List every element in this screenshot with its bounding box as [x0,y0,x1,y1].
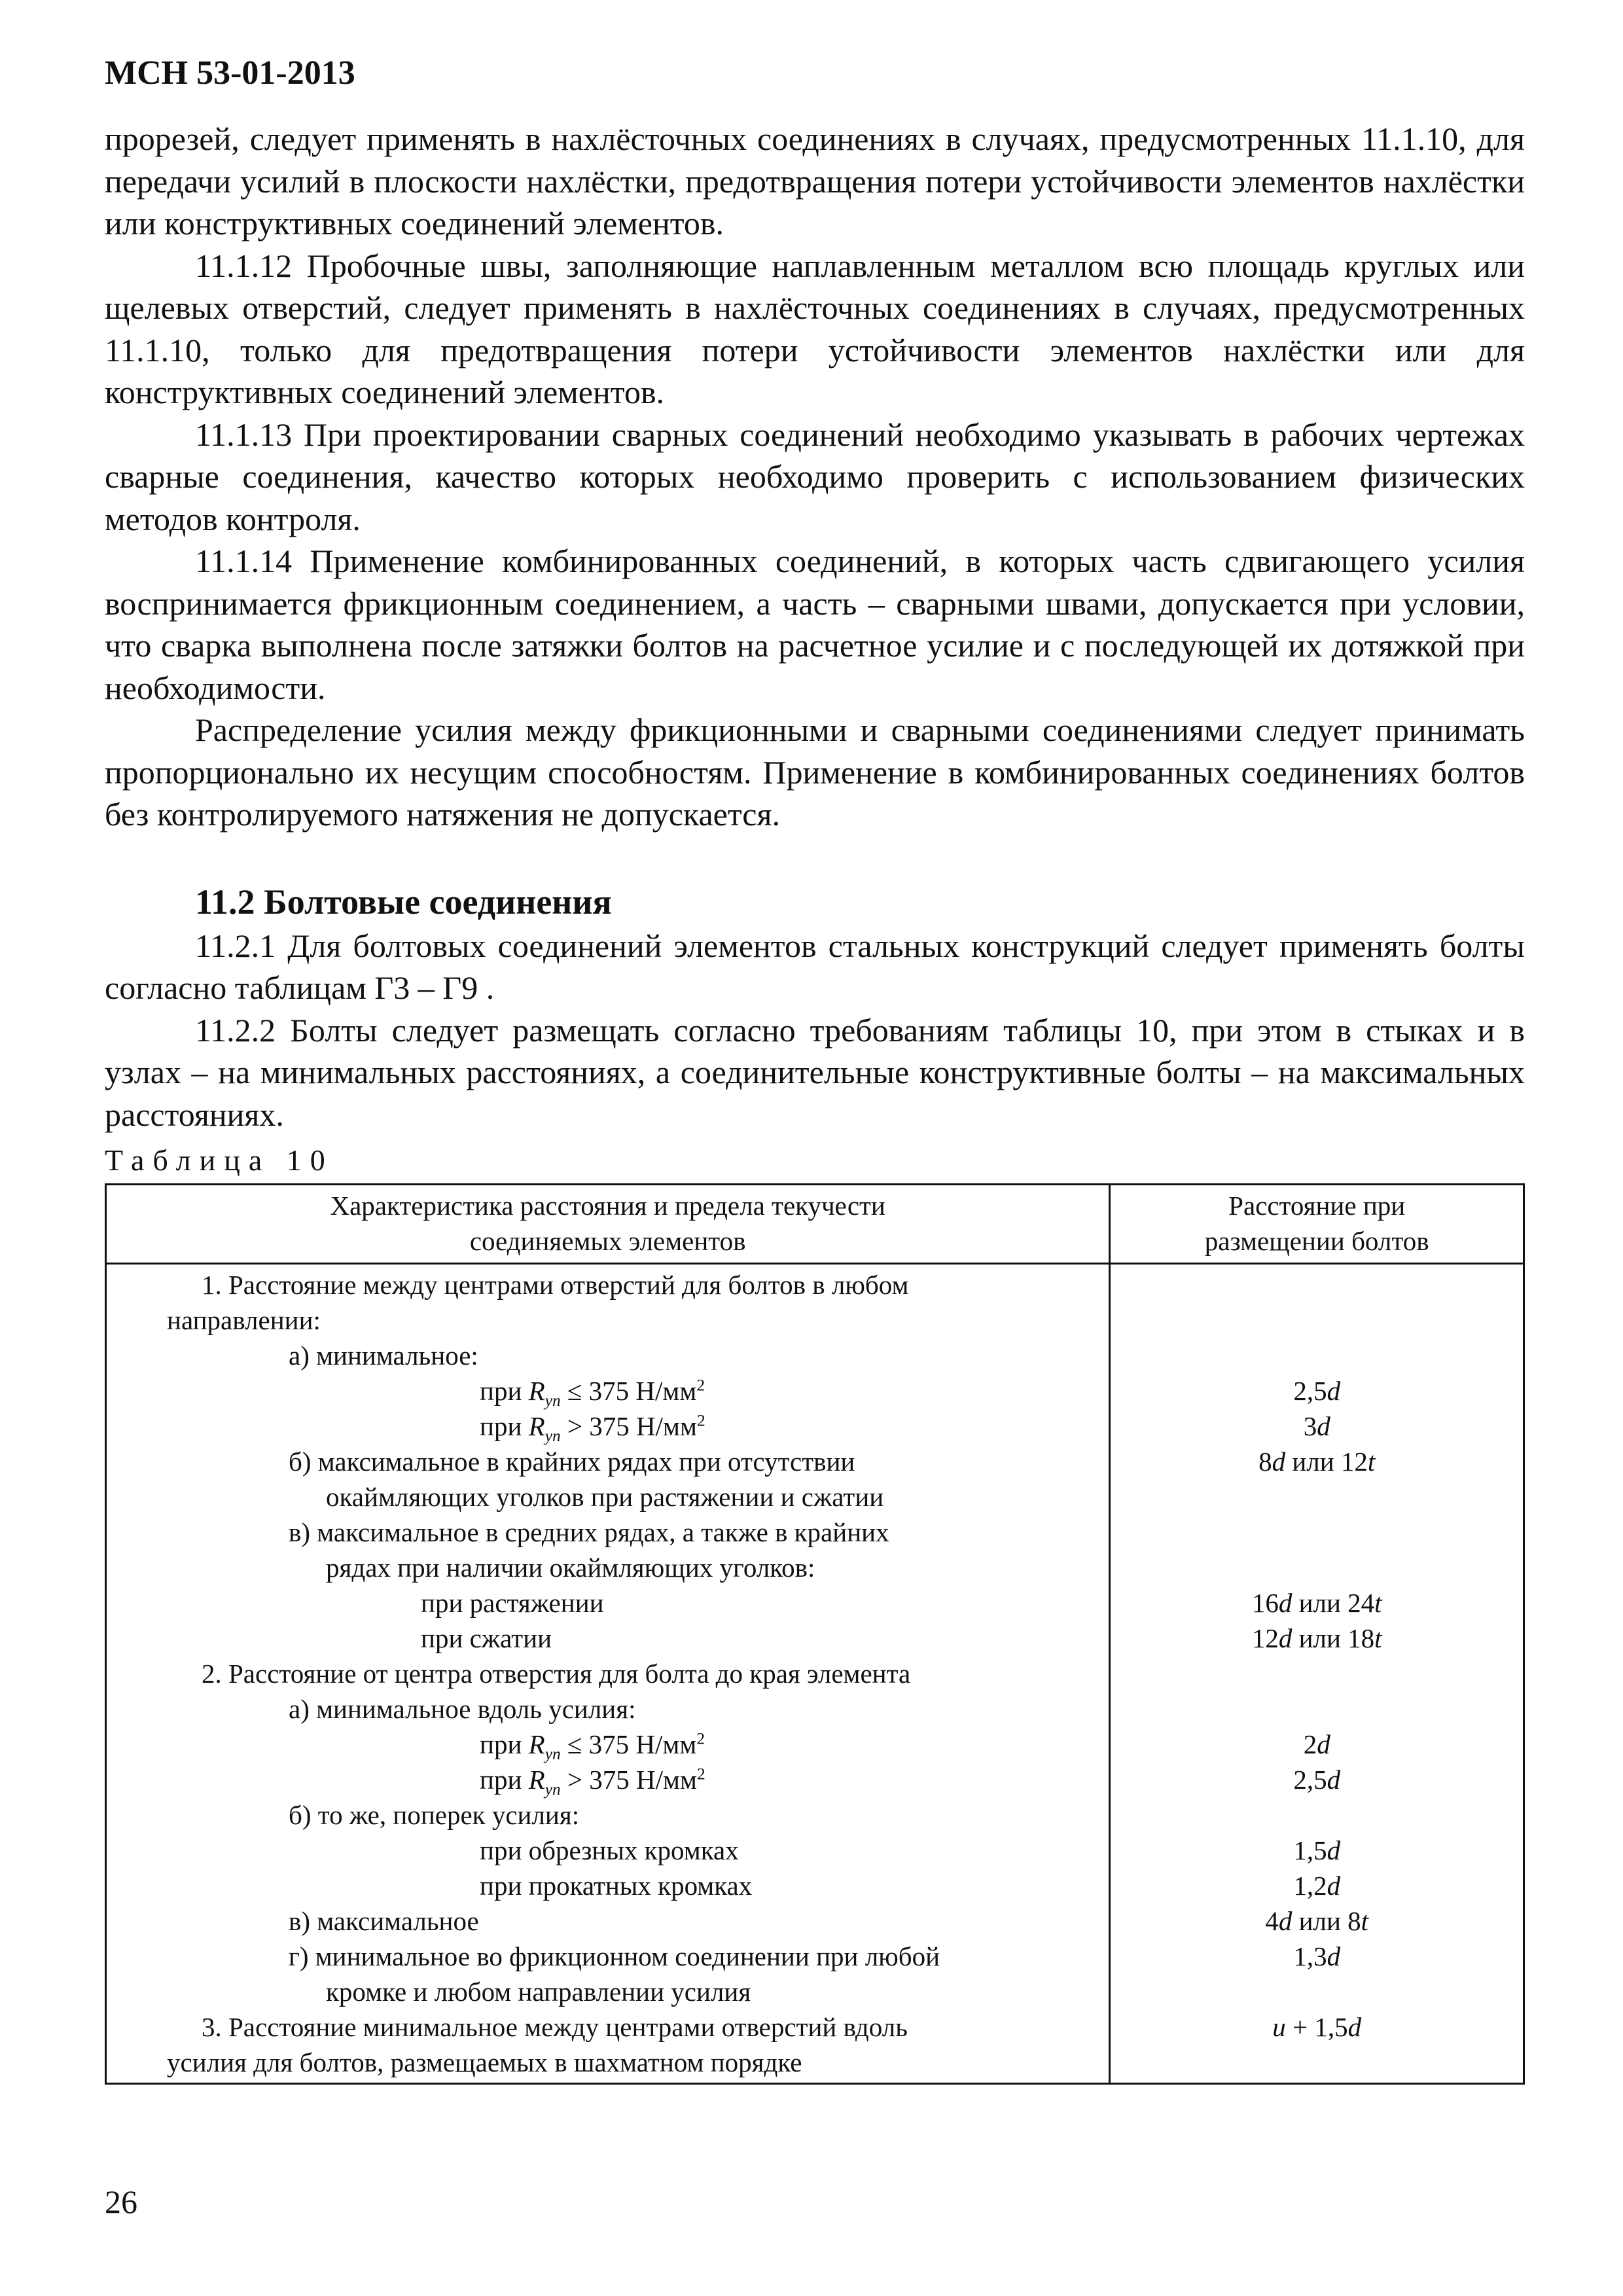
paragraph-11-2-1: 11.2.1 Для болтовых соединений элементов стальных конструкций следует применять болты согласно таблицам Г3 – Г9 . [105,927,1525,1006]
text-fragment: d [1278,1623,1293,1653]
text-fragment: при обрезных кромках [480,1835,739,1865]
text-fragment: при растяжении [421,1588,604,1618]
text-fragment: d [1327,1376,1341,1406]
superscript: 2 [696,1729,705,1748]
distance-value [1117,1267,1516,1302]
body-text [105,118,1525,1136]
text-fragment: при [480,1411,529,1441]
characteristic-line [113,1974,1102,2009]
text-fragment: направлении: [167,1305,321,1335]
table-row [106,1264,1524,2084]
characteristic-line [113,1621,1102,1656]
text-fragment: d [1272,1446,1286,1477]
text-fragment: t [1374,1623,1382,1653]
text-fragment: ≤ 375 Н/мм [560,1729,697,1759]
characteristic-line [113,2009,1102,2045]
paragraph-force-distribution: Распределение усилия между фрикционными и сварными соединениями следует принимать пропорционально их несущим способностям. Применение в комбинированных соединениях болтов без контролируемого натяжения не допускается. [105,711,1525,833]
text-fragment: 3. Расстояние минимальное между центрами отверстий вдоль [202,2012,908,2042]
text-fragment: 8 [1258,1446,1272,1477]
text-fragment: R [528,1376,545,1406]
characteristic-line [113,1408,1102,1444]
characteristic-cell [106,1264,1110,2084]
distance-value [1117,1373,1516,1408]
distance-value [1117,1515,1516,1550]
characteristic-line [113,1868,1102,1903]
superscript: 2 [696,1411,705,1430]
text-fragment: 1,3 [1293,1941,1327,1971]
page-number: 26 [105,2183,137,2220]
text-fragment: d [1327,1765,1341,1795]
paragraph-11-2-2: 11.2.2 Болты следует размещать согласно требованиям таблицы 10, при этом в стыках и в узлах – на минимальных расстояниях, а соединительные конструктивные болты – на максимальных расстояниях. [105,1011,1525,1133]
distance-value [1117,1656,1516,1691]
text-fragment: d [1278,1588,1293,1618]
text-fragment: d [1278,1906,1293,1936]
header-distance [1110,1185,1524,1264]
text-fragment: 1,5 [1293,1835,1327,1865]
characteristic-line [113,1903,1102,1939]
characteristic-line [113,1267,1102,1302]
text-fragment: d [1327,1941,1341,1971]
text-fragment: 3 [1303,1411,1317,1441]
table-header-row [106,1185,1524,1264]
distance-cell [1110,1264,1524,2084]
text-fragment: > 375 Н/мм [560,1765,697,1795]
distance-value [1117,1550,1516,1585]
characteristic-line [113,1656,1102,1691]
section-title: 11.2 Болтовые соединения [195,882,612,922]
text-fragment: или 12 [1285,1446,1368,1477]
text-fragment: при [480,1729,529,1759]
distance-value [1117,1762,1516,1797]
paragraph-11-1-14: 11.1.14 Применение комбинированных соединений, в которых часть сдвигающего усилия воспринимается фрикционным соединением, а часть – сварными швами, допускается при условии, что сварка выполнена после затяжки болтов на расчетное усилие и с последующей их дотяжкой при необходимости. [105,543,1525,706]
characteristic-line [113,1479,1102,1515]
subscript: yn [544,1391,561,1410]
superscript: 2 [696,1765,705,1784]
paragraph-11-1-13: 11.1.13 При проектировании сварных соединений необходимо указывать в рабочих чертежах сварные соединения, качество которых необходимо проверить с использованием физических методов контроля. [105,416,1525,537]
characteristic-line [113,1691,1102,1727]
text-fragment: u [1272,2012,1286,2042]
distance-value [1117,1444,1516,1479]
text-fragment: окаймляющих уголков при растяжении и сжатии [326,1482,884,1512]
characteristic-line [113,1585,1102,1621]
distance-value [1117,1302,1516,1338]
text-fragment: d [1347,2012,1362,2042]
text-fragment: 2,5 [1293,1765,1327,1795]
bolt-spacing-table [105,1183,1525,2085]
text-fragment: в) максимальное в средних рядах, а также в крайних [289,1517,889,1547]
distance-value [1117,1479,1516,1515]
distance-value [1117,1974,1516,2009]
text-fragment: t [1374,1588,1382,1618]
document-code: МСН 53-01-2013 [105,54,355,92]
text-fragment: а) минимальное: [289,1340,478,1371]
characteristic-line [113,1727,1102,1762]
text-fragment: > 375 Н/мм [560,1411,697,1441]
distance-value [1117,2045,1516,2080]
characteristic-line [113,1833,1102,1868]
characteristic-line [113,1373,1102,1408]
text-fragment: 2 [1303,1729,1317,1759]
distance-value [1117,1408,1516,1444]
paragraph-continuation: прорезей, следует применять в нахлёсточных соединениях в случаях, предусмотренных 11.1.10, для передачи усилий в плоскости нахлёстки, предотвращения потери устойчивости элементов нахлёстки или конструктивных соединений элементов. [105,120,1525,242]
text-fragment: 2. Расстояние от центра отверстия для болта до края элемента [202,1659,911,1689]
text-fragment: t [1361,1906,1369,1936]
text-fragment: t [1367,1446,1376,1477]
header-line: Характеристика расстояния и предела текучести [330,1191,885,1221]
characteristic-line [113,1797,1102,1833]
subscript: yn [544,1427,561,1446]
text-fragment: б) то же, поперек усилия: [289,1800,580,1830]
text-fragment: 16 [1251,1588,1279,1618]
text-fragment: 12 [1251,1623,1279,1653]
text-fragment: 1. Расстояние между центрами отверстий для болтов в любом [202,1270,909,1300]
distance-value [1117,1868,1516,1903]
distance-value [1117,1621,1516,1656]
distance-value [1117,1727,1516,1762]
text-fragment: d [1327,1835,1341,1865]
text-fragment: 4 [1265,1906,1279,1936]
text-fragment: б) максимальное в крайних рядах при отсутствии [289,1446,855,1477]
text-fragment: 1,2 [1293,1871,1327,1901]
subscript: yn [544,1745,561,1764]
characteristic-line [113,1338,1102,1373]
header-line: Расстояние при [1228,1191,1406,1221]
text-fragment: R [528,1729,545,1759]
superscript: 2 [696,1376,705,1395]
text-fragment: или 8 [1292,1906,1361,1936]
text-fragment: а) минимальное вдоль усилия: [289,1694,636,1724]
characteristic-line [113,2045,1102,2080]
distance-value [1117,1338,1516,1373]
characteristic-line [113,1444,1102,1479]
text-fragment: в) максимальное [289,1906,479,1936]
header-line: размещении болтов [1204,1226,1429,1256]
distance-value [1117,1585,1516,1621]
distance-value [1117,1691,1516,1727]
text-fragment: ≤ 375 Н/мм [560,1376,697,1406]
text-fragment: R [528,1411,545,1441]
distance-value [1117,1903,1516,1939]
characteristic-line [113,1515,1102,1550]
text-fragment: или 18 [1292,1623,1375,1653]
characteristic-line [113,1302,1102,1338]
header-line: соединяемых элементов [469,1226,746,1256]
characteristic-line [113,1762,1102,1797]
text-fragment: при [480,1376,529,1406]
table-label: Таблица 10 [105,1143,334,1177]
text-fragment: 2,5 [1293,1376,1327,1406]
text-fragment: R [528,1765,545,1795]
distance-value [1117,2009,1516,2045]
text-fragment: усилия для болтов, размещаемых в шахматном порядке [167,2047,802,2077]
text-fragment: d [1327,1871,1341,1901]
text-fragment: при прокатных кромках [480,1871,753,1901]
text-fragment: рядах при наличии окаймляющих уголков: [326,1552,815,1583]
distance-value [1117,1939,1516,1974]
text-fragment: или 24 [1292,1588,1375,1618]
header-characteristic [106,1185,1110,1264]
distance-value [1117,1797,1516,1833]
characteristic-line [113,1939,1102,1974]
text-fragment: d [1317,1729,1330,1759]
text-fragment: кромке и любом направлении усилия [326,1977,751,2007]
text-fragment: d [1317,1411,1330,1441]
text-fragment: при [480,1765,529,1795]
text-fragment: г) минимальное во фрикционном соединении при любой [289,1941,940,1971]
text-fragment: при сжатии [421,1623,552,1653]
paragraph-11-1-12: 11.1.12 Пробочные швы, заполняющие наплавленным металлом всю площадь круглых или щелевых отверстий, следует применять в нахлёсточных соединениях в случаях, предусмотренных 11.1.10, только для предотвращения потери устойчивости элементов нахлёстки или для конструктивных соединений элементов. [105,247,1525,410]
characteristic-line [113,1550,1102,1585]
text-fragment: + 1,5 [1285,2012,1348,2042]
subscript: yn [544,1780,561,1799]
distance-value [1117,1833,1516,1868]
